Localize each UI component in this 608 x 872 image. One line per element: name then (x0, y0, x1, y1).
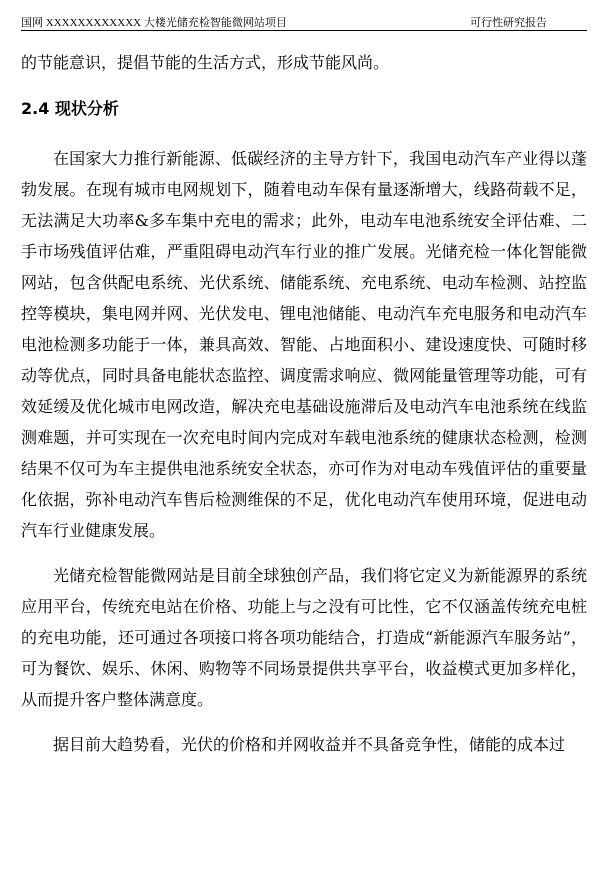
page-header (21, 8, 587, 31)
paragraph-trend-analysis: 据目前大趋势看，光伏的价格和并网收益并不具备竞争性，储能的成本过 (53, 735, 566, 754)
document-body (21, 47, 587, 760)
intro-continuation-text: 的节能意识，提倡节能的生活方式，形成节能风尚。 (21, 53, 390, 72)
section-heading: 2.4 现状分析 (21, 99, 119, 118)
paragraph-status-analysis: 在国家大力推行新能源、低碳经济的主导方针下，我国电动汽车产业得以蓬勃发展。在现有城市电网规划下，随着电动车保有量逐渐增大，线路荷载不足，无法满足大功率&多车集中充电的需求；此外，电动车电池系统安全评估难、二手市场残值评估难，严重阻碍电动汽车行业的推广发展。光储充检一体化智能微网站，包含供配电系统、光伏系统、储能系统、充电系统、电动车检测、站控监控等模块，集电网并网、光伏发电、锂电池储能、电动汽车充电服务和电动汽车电池检测多功能于一体，兼具高效、智能、占地面积小、建设速度快、可随时移动等优点，同时具备电能状态监控、调度需求响应、微网能量管理等功能，可有效延缓及优化城市电网改造，解决充电基础设施滞后及电动汽车电池系统在线监测难题，并可实现在一次充电时间内完成对车载电池系统的健康状态检测，检测结果不仅可为车主提供电池系统安全状态，亦可作为对电动车残值评估的重要量化依据，弥补电动汽车售后检测维保的不足，优化电动汽车使用环境，促进电动汽车行业健康发展。 (21, 149, 587, 540)
header-report-type: 可行性研究报告 (470, 17, 547, 29)
header-project-title: 国网 XXXXXXXXXXXX 大楼光储充检智能微网站项目 (21, 17, 287, 29)
paragraph-platform-description: 光储充检智能微网站是目前全球独创产品，我们将它定义为新能源界的系统应用平台，传统充电站在价格、功能上与之没有可比性，它不仅涵盖传统充电桩的充电功能，还可通过各项接口将各项功能结合，打造成“新能源汽车服务站”，可为餐饮、娱乐、休闲、购物等不同场景提供共享平台，收益模式更加多样化，从而提升客户整体满意度。 (21, 566, 587, 709)
